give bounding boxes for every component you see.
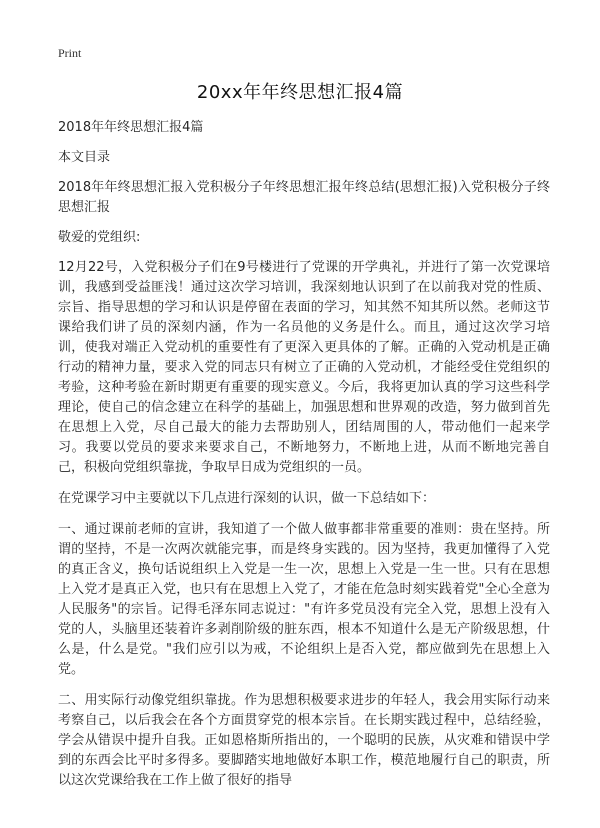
paragraph-intro: 12月22号，入党积极分子们在9号楼进行了党课的开学典礼，并进行了第一次党课培训，我感到受益匪浅！通过这次学习培训，我深刻地认识到了在以前我对党的性质、宗旨、指导思想的学习和认识是停留在表面的学习，知其然不知其所以然。老师这节课给我们讲了员的深刻内涵，作为一名员他的义务是什么。而且，通过这次学习培训，使我对端正入党动机的重要性有了更深入更具体的了解。正确的入党动机是正确行动的精神力量，要求入党的同志只有树立了正确的入党动机，才能经受住党组织的考验，这种考验在新时期更有重要的现实意义。今后，我将更加认真的学习这些科学理论，使自己的信念建立在科学的基础上，加强思想和世界观的改造，努力做到首先在思想上入党，尽自己最大的能力去帮助别人，团结周围的人，带动他们一起来学习。我要以党员的要求来要求自己，不断地努力，不断地上进，从而不断地完善自己，积极向党组织靠拢，争取早日成为党组织的一员。 [58,260,550,475]
paragraph-point-two: 二、用实际行动像党组织靠拢。作为思想积极要求进步的年轻人，我会用实际行动来考察自己，以后我会在各个方面贯穿党的根本宗旨。在长期实践过程中，总结经验，学会从错误中提升自我。正如恩格斯所指出的，一个聪明的民族，从灾难和错误中学到的东西会比平时多得多。要脚踏实地地做好本职工作，模范地履行自己的职责，所以这次党课给我在工作上做了很好的指导 [58,693,550,788]
print-label[interactable]: Print [58,46,82,60]
toc-text: 2018年年终思想汇报入党积极分子年终思想汇报年终总结(思想汇报)入党积极分子终思想汇报 [58,180,550,215]
document-title: 20xx年年终思想汇报4篇 [196,82,404,103]
document-body [58,118,550,802]
toc-heading: 本文目录 [58,150,111,165]
paragraph-summary-lead: 在党课学习中主要就以下几点进行深刻的认识，做一下总结如下： [58,491,436,506]
salutation: 敬爱的党组织: [58,230,141,245]
document-subtitle: 2018年年终思想汇报4篇 [58,120,204,135]
paragraph-point-one: 一、通过课前老师的宣讲，我知道了一个做人做事都非常重要的准则：贵在坚持。所谓的坚持，不是一次两次就能完事，而是终身实践的。因为坚持，我更加懂得了入党的真正含义，换句话说组织上入党是一生一次，思想上入党是一生一世。只有在思想上入党才是真正入党，也只有在思想上入党了，才能在危急时刻实践着党"全心全意为人民服务"的宗旨。记得毛泽东同志说过："有许多党员没有完全入党，思想上没有入党的人，头脑里还装着许多剥削阶级的脏东西，根本不知道什么是无产阶级思想，什么是，什么是党。"我们应引以为戒，不论组织上是否入党，都应做到先在思想上入党。 [58,522,550,677]
